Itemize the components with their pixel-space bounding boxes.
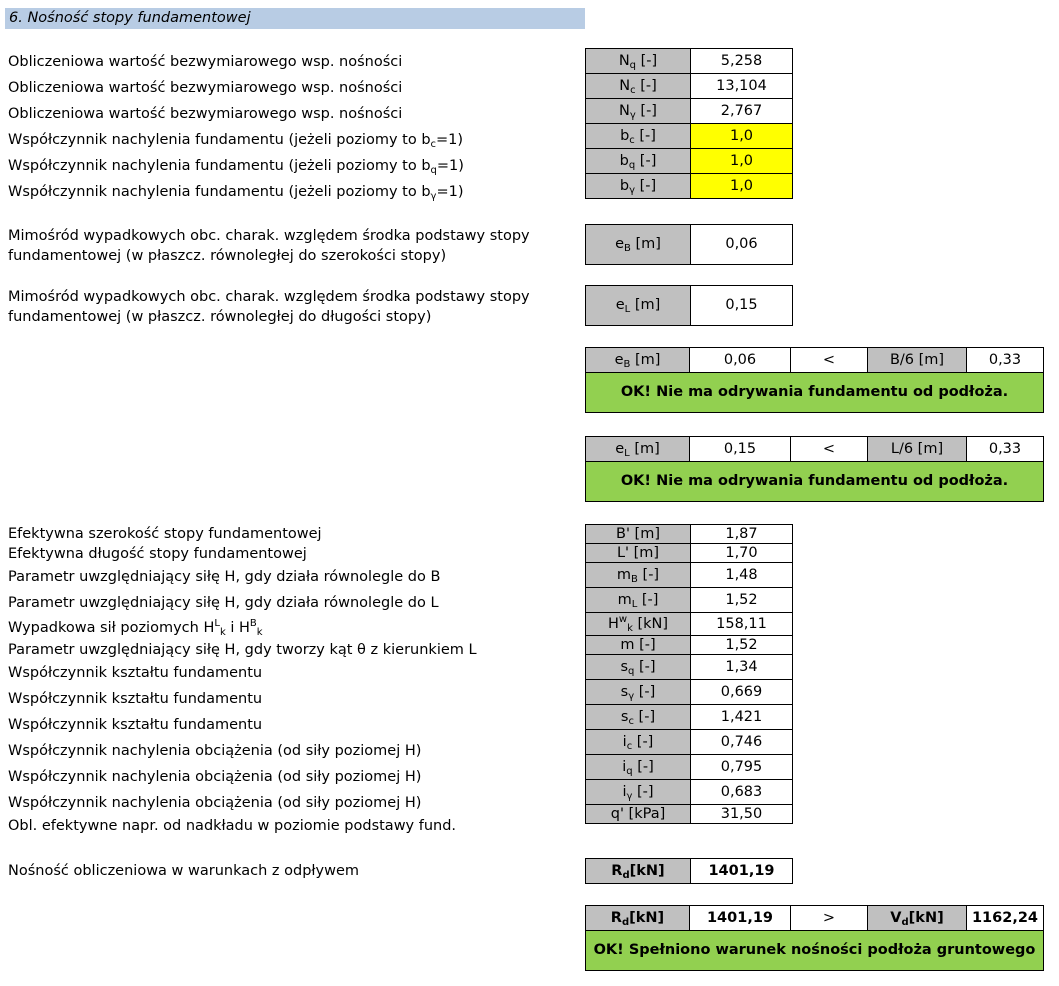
- coef-key: $N_\gamma$ [-]: [586, 99, 691, 124]
- coef-row: [586, 49, 793, 74]
- check-l-limit-value: 0,33: [967, 437, 1044, 462]
- final-check-key: $R_d[kN]$: [586, 906, 690, 931]
- param-value: 0,669: [691, 680, 793, 705]
- param-row: [586, 588, 793, 613]
- param-row: [586, 780, 793, 805]
- coef-value: 13,104: [691, 74, 793, 99]
- check-l-value: 0,15: [690, 437, 791, 462]
- coef-row: [586, 99, 793, 124]
- param-value: 1,52: [691, 636, 793, 655]
- final-check-result: OK! Spełniono warunek nośności podłoża gruntowego: [586, 931, 1044, 971]
- el-value: 0,15: [691, 286, 793, 326]
- coef-input-value[interactable]: 1,0: [691, 174, 793, 199]
- param-label: Współczynnik nachylenia obciążenia (od siły poziomej H): [8, 795, 422, 811]
- el-key: $e_L$ [m]: [586, 286, 691, 326]
- param-label: Współczynnik kształtu fundamentu: [8, 665, 263, 681]
- param-row: [586, 544, 793, 563]
- param-label: Parametr uwzględniający siłę H, gdy działa równolegle do B: [8, 569, 441, 585]
- param-key: q' [kPa]: [586, 805, 691, 824]
- param-key: $i_q$ [-]: [586, 755, 691, 780]
- param-value: 0,795: [691, 755, 793, 780]
- param-label: Efektywna długość stopy fundamentowej: [8, 546, 307, 562]
- final-check-limit-value: 1162,24: [967, 906, 1044, 931]
- param-row: [586, 705, 793, 730]
- check-b-table: [585, 347, 1044, 413]
- param-row: [586, 755, 793, 780]
- eb-table: [585, 224, 793, 265]
- coef-input-value[interactable]: 1,0: [691, 124, 793, 149]
- coef-row: [586, 149, 793, 174]
- el-label: Mimośród wypadkowych obc. charak. względem środka podstawy stopy fundamentowej (w płaszcz. równoległej do długości stopy): [8, 289, 530, 325]
- check-l-table: [585, 436, 1044, 502]
- check-l-result: OK! Nie ma odrywania fundamentu od podłoża.: [586, 462, 1044, 502]
- param-label: Współczynnik nachylenia obciążenia (od siły poziomej H): [8, 743, 422, 759]
- coef-label: Obliczeniowa wartość bezwymiarowego wsp. nośności: [8, 106, 403, 122]
- param-key: $s_\gamma$ [-]: [586, 680, 691, 705]
- coef-input-value[interactable]: 1,0: [691, 149, 793, 174]
- coef-row: [586, 174, 793, 199]
- param-key: B' [m]: [586, 525, 691, 544]
- eb-key: $e_B$ [m]: [586, 225, 691, 265]
- coef-value: 2,767: [691, 99, 793, 124]
- param-key: $H^w_k$ [kN]: [586, 613, 691, 636]
- param-label: Współczynnik nachylenia obciążenia (od siły poziomej H): [8, 769, 422, 785]
- eb-value: 0,06: [691, 225, 793, 265]
- coef-value: 5,258: [691, 49, 793, 74]
- check-b-key: $e_B$ [m]: [586, 348, 690, 373]
- capacity-label: Nośność obliczeniowa w warunkach z odpływem: [8, 863, 360, 879]
- param-value: 1,87: [691, 525, 793, 544]
- param-value: 158,11: [691, 613, 793, 636]
- param-row: [586, 563, 793, 588]
- el-table: [585, 285, 793, 326]
- coef-key: $b_\gamma$ [-]: [586, 174, 691, 199]
- param-key: $m_B$ [-]: [586, 563, 691, 588]
- param-row: [586, 525, 793, 544]
- coef-label: Współczynnik nachylenia fundamentu (jeżeli poziomy to $b_\gamma=1$): [8, 184, 464, 202]
- param-label: Efektywna szerokość stopy fundamentowej: [8, 526, 322, 542]
- param-row: [586, 730, 793, 755]
- check-b-value: 0,06: [690, 348, 791, 373]
- param-value: 1,421: [691, 705, 793, 730]
- param-value: 1,52: [691, 588, 793, 613]
- param-label: Obl. efektywne napr. od nadkładu w poziomie podstawy fund.: [8, 818, 457, 834]
- coef-table: [585, 48, 793, 199]
- param-row: [586, 655, 793, 680]
- param-table: [585, 524, 793, 824]
- param-label: Parametr uwzględniający siłę H, gdy działa równolegle do L: [8, 595, 439, 611]
- final-check-value: 1401,19: [690, 906, 791, 931]
- param-value: 1,70: [691, 544, 793, 563]
- param-key: L' [m]: [586, 544, 691, 563]
- capacity-key: $R_d[kN]$: [586, 859, 691, 884]
- capacity-table: [585, 858, 793, 884]
- coef-key: $N_q$ [-]: [586, 49, 691, 74]
- param-value: 31,50: [691, 805, 793, 824]
- param-label: Współczynnik kształtu fundamentu: [8, 691, 263, 707]
- final-check-table: [585, 905, 1044, 971]
- param-row: [586, 636, 793, 655]
- check-b-limit-key: B/6 [m]: [868, 348, 967, 373]
- param-row: [586, 805, 793, 824]
- param-key: $s_q$ [-]: [586, 655, 691, 680]
- param-value: 1,34: [691, 655, 793, 680]
- param-label: Współczynnik kształtu fundamentu: [8, 717, 263, 733]
- coef-row: [586, 74, 793, 99]
- param-value: 0,683: [691, 780, 793, 805]
- check-l-limit-key: L/6 [m]: [868, 437, 967, 462]
- coef-label: Współczynnik nachylenia fundamentu (jeżeli poziomy to $b_q=1$): [8, 158, 464, 176]
- param-key: m [-]: [586, 636, 691, 655]
- final-check-operator: >: [791, 906, 868, 931]
- param-label: Parametr uwzględniający siłę H, gdy tworzy kąt θ z kierunkiem L: [8, 642, 477, 658]
- check-b-result: OK! Nie ma odrywania fundamentu od podłoża.: [586, 373, 1044, 413]
- param-key: $i_c$ [-]: [586, 730, 691, 755]
- coef-label: Obliczeniowa wartość bezwymiarowego wsp. nośności: [8, 54, 403, 70]
- param-value: 0,746: [691, 730, 793, 755]
- coef-label: Obliczeniowa wartość bezwymiarowego wsp. nośności: [8, 80, 403, 96]
- eb-label: Mimośród wypadkowych obc. charak. względem środka podstawy stopy fundamentowej (w płaszcz. równoległej do szerokości stopy): [8, 228, 530, 264]
- coef-row: [586, 124, 793, 149]
- check-l-key: $e_L$ [m]: [586, 437, 690, 462]
- final-check-limit-key: $V_d[kN]$: [868, 906, 967, 931]
- check-l-operator: <: [791, 437, 868, 462]
- check-b-limit-value: 0,33: [967, 348, 1044, 373]
- param-row: [586, 613, 793, 636]
- check-b-operator: <: [791, 348, 868, 373]
- param-row: [586, 680, 793, 705]
- param-key: $s_c$ [-]: [586, 705, 691, 730]
- param-key: $m_L$ [-]: [586, 588, 691, 613]
- section-title: 6. Nośność stopy fundamentowej: [5, 8, 585, 29]
- param-key: $i_\gamma$ [-]: [586, 780, 691, 805]
- coef-key: $N_c$ [-]: [586, 74, 691, 99]
- param-value: 1,48: [691, 563, 793, 588]
- coef-key: $b_c$ [-]: [586, 124, 691, 149]
- coef-label: Współczynnik nachylenia fundamentu (jeżeli poziomy to $b_c=1$): [8, 132, 464, 150]
- capacity-value: 1401,19: [691, 859, 793, 884]
- param-label: Wypadkowa sił poziomych $H^L_k$ i $H^B_k$: [8, 618, 263, 638]
- coef-key: $b_q$ [-]: [586, 149, 691, 174]
